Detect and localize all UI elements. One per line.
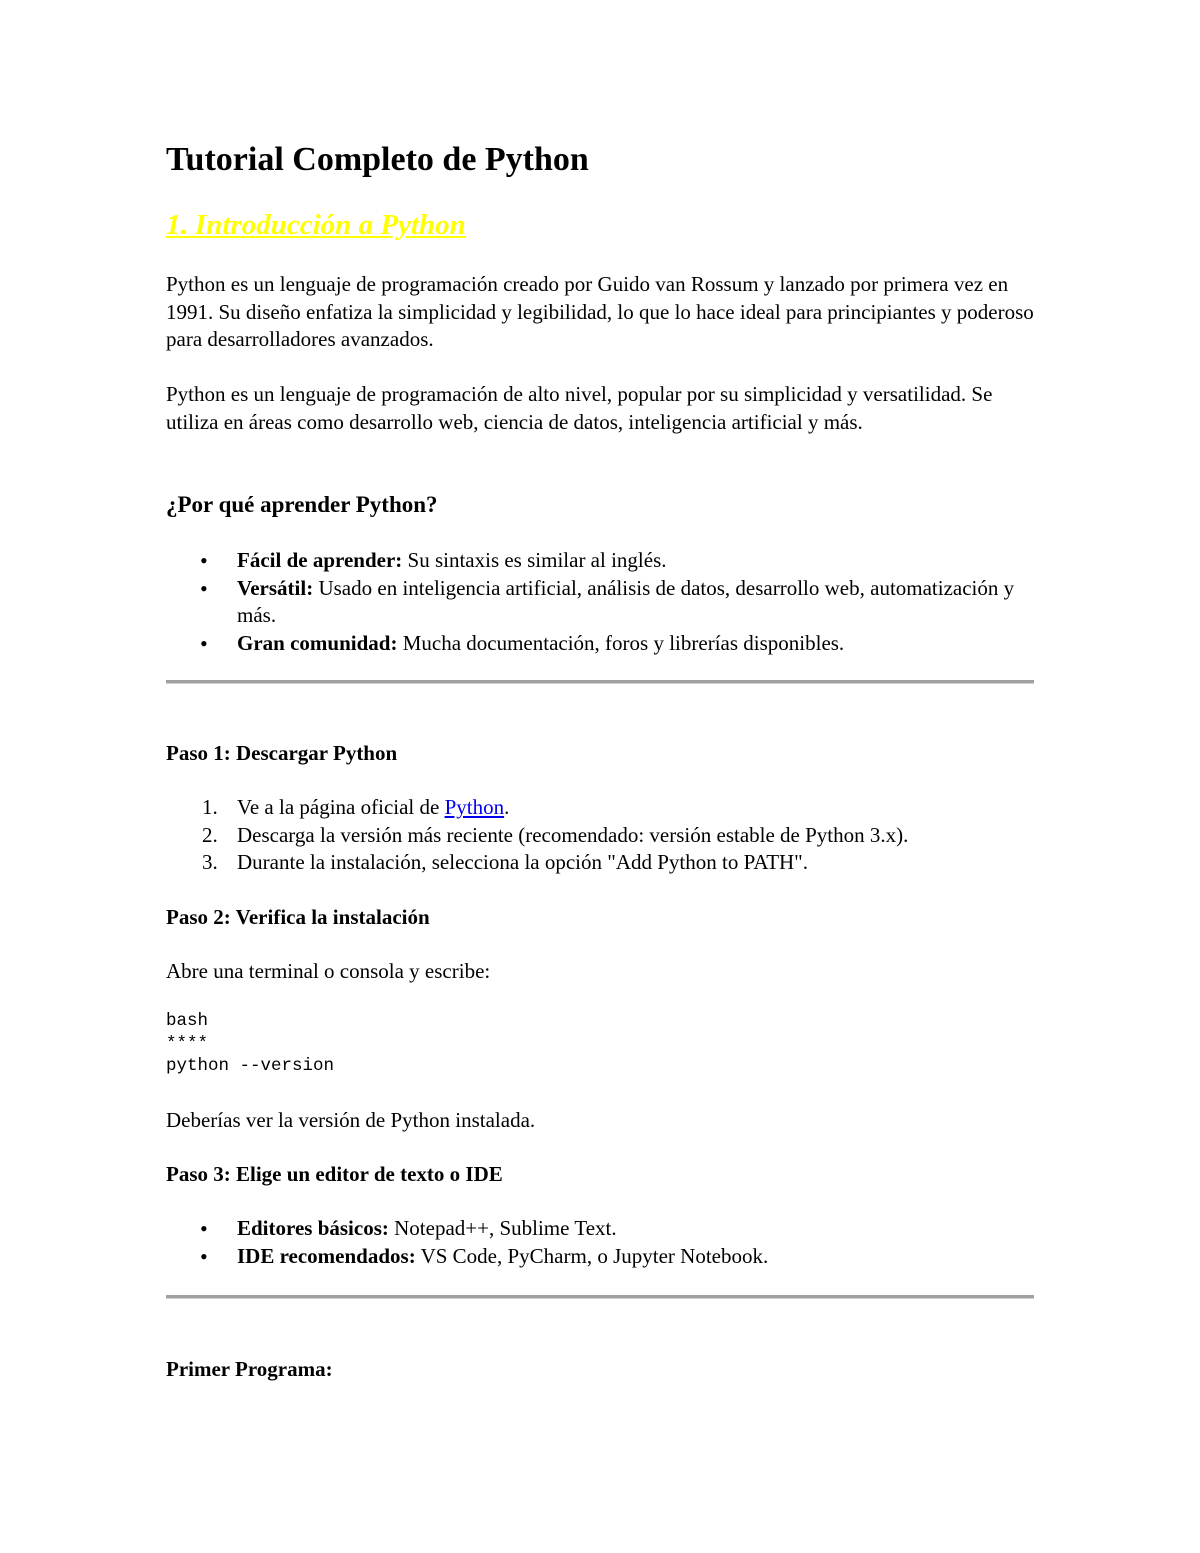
why-learn-heading: ¿Por qué aprender Python? — [166, 492, 438, 517]
list-item-text: VS Code, PyCharm, o Jupyter Notebook. — [415, 1243, 769, 1268]
list-item-text: Usado en inteligencia artificial, análisis de datos, desarrollo web, automatización y más. — [237, 575, 1015, 627]
list-item-text: Durante la instalación, selecciona la opción "Add Python to PATH". — [237, 850, 809, 874]
list-item — [166, 547, 1034, 575]
step-2-result: Deberías ver la versión de Python instalada. — [166, 1108, 536, 1132]
list-item-text: Mucha documentación, foros y librerías disponibles. — [397, 630, 845, 655]
list-item-text: Ve a la página oficial de — [237, 795, 445, 819]
intro-paragraph-1: Python es un lenguaje de programación creado por Guido van Rossum y lanzado por primera vez en 1991. Su diseño enfatiza la simplicidad y legibilidad, lo que lo hace ideal para principiantes y poderoso para desarrolladores avanzados. — [166, 272, 1034, 351]
list-item-number: 2. — [202, 822, 218, 847]
list-item — [166, 849, 1034, 877]
code-line: **** — [166, 1033, 209, 1054]
list-item-text: Su sintaxis es similar al inglés. — [402, 548, 667, 572]
step-1-heading: Paso 1: Descargar Python — [166, 741, 398, 765]
list-item — [166, 630, 1034, 658]
section-heading-introduccion[interactable]: 1. Introducción a Python — [166, 209, 466, 241]
first-program-heading: Primer Programa: — [166, 1357, 333, 1381]
list-item — [166, 1215, 1034, 1243]
step-3-list — [166, 1215, 1034, 1270]
list-item — [166, 794, 1034, 822]
list-item-text: Notepad++, Sublime Text. — [388, 1216, 617, 1240]
list-item-term: Versátil: — [237, 575, 314, 600]
list-item-term: Fácil de aprender: — [237, 548, 403, 572]
list-item-number: 1. — [202, 795, 218, 819]
page-title: Tutorial Completo de Python — [166, 141, 589, 178]
list-item — [166, 822, 1034, 850]
list-item-text: . — [504, 795, 510, 819]
step-3-heading: Paso 3: Elige un editor de texto o IDE — [166, 1162, 503, 1186]
horizontal-divider — [166, 680, 1034, 684]
list-item — [166, 1243, 1034, 1271]
code-block — [166, 1010, 334, 1078]
step-2-heading: Paso 2: Verifica la instalación — [166, 905, 430, 929]
list-item-text: Descarga la versión más reciente (recomendado: versión estable de Python 3.x). — [237, 822, 909, 847]
step-2-instruction: Abre una terminal o consola y escribe: — [166, 959, 491, 983]
step-1-list — [166, 794, 1034, 877]
list-item-number: 3. — [202, 850, 218, 874]
list-item-term: Editores básicos: — [237, 1216, 389, 1240]
code-line: bash — [166, 1011, 209, 1031]
list-item — [166, 575, 1034, 630]
horizontal-divider — [166, 1295, 1034, 1299]
code-line: python --version — [166, 1056, 335, 1076]
why-learn-list — [166, 547, 1034, 657]
intro-paragraph-2: Python es un lenguaje de programación de alto nivel, popular por su simplicidad y versatilidad. Se utiliza en áreas como desarrollo web, ciencia de datos, inteligencia artificial y más. — [166, 382, 993, 434]
python-download-link[interactable]: Python — [444, 795, 505, 819]
list-item-term: IDE recomendados: — [237, 1243, 416, 1268]
list-item-term: Gran comunidad: — [237, 630, 398, 655]
